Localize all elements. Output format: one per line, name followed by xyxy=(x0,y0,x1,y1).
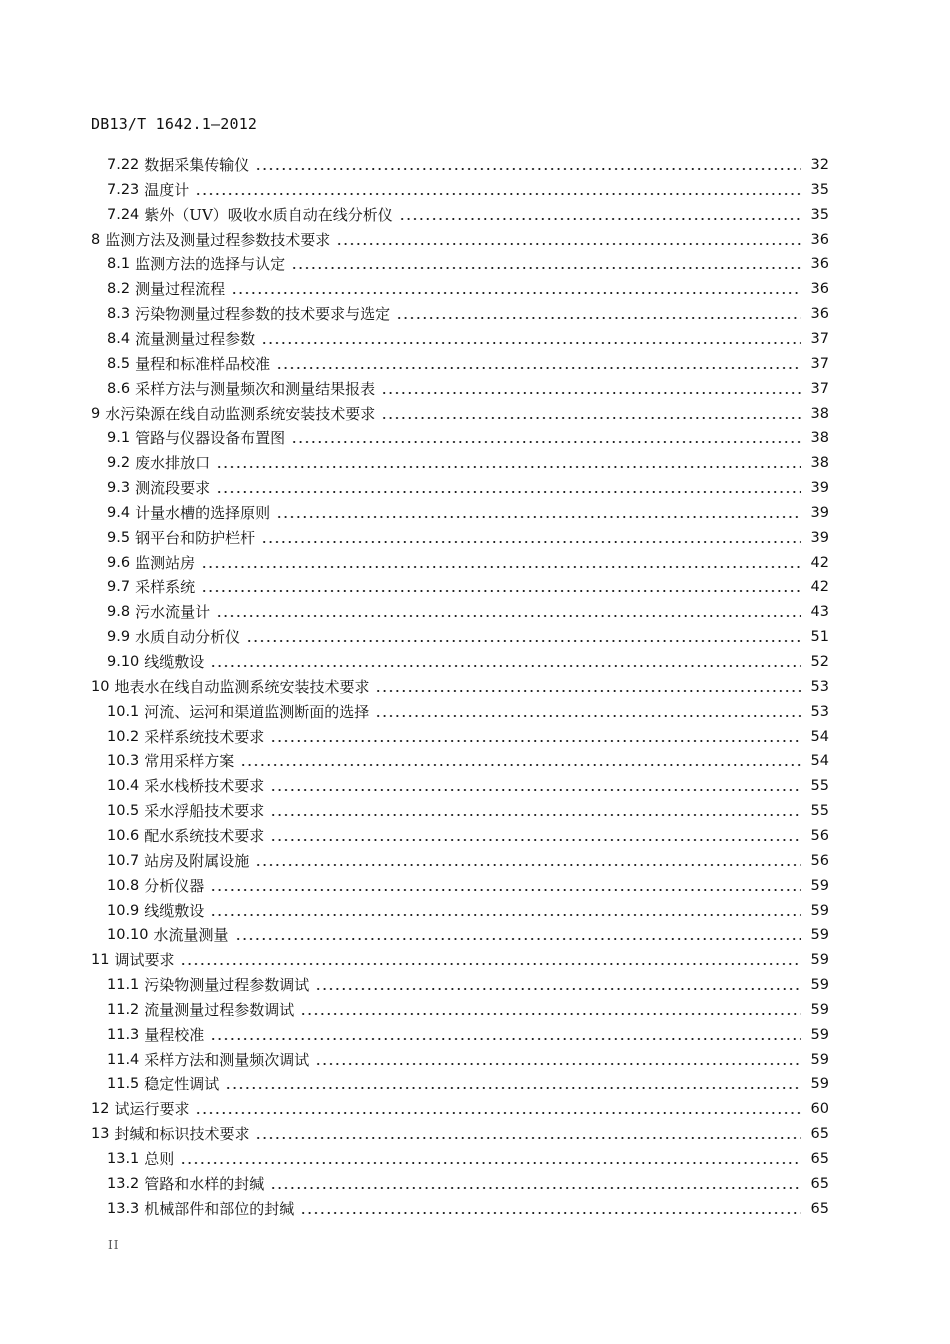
toc-entry-page: 59 xyxy=(810,1051,829,1068)
toc-entry[interactable] xyxy=(107,799,829,823)
toc-entry-title: 监测方法的选择与认定 xyxy=(135,255,286,274)
toc-entry-title: 试运行要求 xyxy=(114,1100,190,1119)
toc-entry-title: 污染物测量过程参数的技术要求与选定 xyxy=(135,305,391,324)
toc-entry-number: 8.5 xyxy=(107,355,131,372)
toc-entry[interactable] xyxy=(107,277,829,301)
toc-entry-page: 59 xyxy=(810,977,829,994)
toc-entry[interactable] xyxy=(107,1072,829,1096)
toc-entry-page: 60 xyxy=(810,1101,829,1118)
toc-dot-leader xyxy=(291,267,801,269)
toc-entry-number: 8.2 xyxy=(107,281,131,298)
toc-entry-number: 10.7 xyxy=(107,852,140,869)
toc-dot-leader xyxy=(276,367,801,369)
toc-entry-number: 9 xyxy=(91,405,101,422)
toc-entry-page: 36 xyxy=(810,231,829,248)
toc-dot-leader xyxy=(216,491,801,493)
toc-entry[interactable] xyxy=(107,824,829,848)
toc-dot-leader xyxy=(300,1013,801,1015)
toc-entry-number: 8.3 xyxy=(107,306,131,323)
toc-dot-leader xyxy=(231,292,801,294)
toc-entry-number: 10.9 xyxy=(107,902,140,919)
toc-entry[interactable] xyxy=(91,1122,829,1146)
toc-dot-leader xyxy=(270,814,801,816)
toc-entry-page: 39 xyxy=(810,480,829,497)
toc-entry-number: 8.6 xyxy=(107,380,131,397)
toc-entry-number: 13.2 xyxy=(107,1175,140,1192)
toc-entry[interactable] xyxy=(107,476,829,500)
toc-entry-title: 水污染源在线自动监测系统安装技术要求 xyxy=(105,404,376,423)
toc-entry-page: 65 xyxy=(810,1126,829,1143)
toc-entry-page: 43 xyxy=(810,604,829,621)
toc-entry-number: 11.2 xyxy=(107,1001,140,1018)
toc-dot-leader xyxy=(270,1187,801,1189)
toc-entry-title: 稳定性调试 xyxy=(144,1075,220,1094)
toc-dot-leader xyxy=(336,243,801,245)
toc-entry[interactable] xyxy=(107,1147,829,1171)
toc-entry-page: 53 xyxy=(810,678,829,695)
toc-entry-number: 13 xyxy=(91,1126,110,1143)
toc-entry[interactable] xyxy=(91,228,829,252)
toc-entry[interactable] xyxy=(107,1172,829,1196)
toc-dot-leader xyxy=(270,839,801,841)
toc-entry-page: 37 xyxy=(810,355,829,372)
toc-entry[interactable] xyxy=(107,352,829,376)
toc-entry-number: 9.8 xyxy=(107,604,131,621)
toc-entry-page: 35 xyxy=(810,181,829,198)
toc-entry-title: 线缆敷设 xyxy=(144,901,205,920)
toc-dot-leader xyxy=(201,590,801,592)
toc-entry-number: 9.3 xyxy=(107,480,131,497)
toc-entry-number: 11 xyxy=(91,952,110,969)
toc-entry[interactable] xyxy=(107,874,829,898)
toc-entry-title: 温度计 xyxy=(144,180,190,199)
toc-entry[interactable] xyxy=(107,501,829,525)
toc-entry-page: 56 xyxy=(810,827,829,844)
toc-dot-leader xyxy=(255,864,801,866)
toc-entry[interactable] xyxy=(107,1048,829,1072)
toc-entry-title: 水质自动分析仪 xyxy=(135,628,241,647)
toc-entry-number: 9.9 xyxy=(107,629,131,646)
toc-entry-title: 钢平台和防护栏杆 xyxy=(135,528,256,547)
toc-entry-title: 管路和水样的封缄 xyxy=(144,1174,265,1193)
toc-entry-number: 10.3 xyxy=(107,753,140,770)
toc-entry-title: 量程和标准样品校准 xyxy=(135,354,271,373)
toc-entry[interactable] xyxy=(107,575,829,599)
toc-entry-page: 55 xyxy=(810,778,829,795)
toc-entry-page: 59 xyxy=(810,1076,829,1093)
toc-entry[interactable] xyxy=(107,1197,829,1221)
toc-dot-leader xyxy=(225,1087,801,1089)
toc-entry-title: 采样方法与测量频次和测量结果报表 xyxy=(135,379,376,398)
toc-entry[interactable] xyxy=(107,203,829,227)
toc-entry-page: 38 xyxy=(810,455,829,472)
toc-entry-number: 11.5 xyxy=(107,1076,140,1093)
toc-entry[interactable] xyxy=(107,749,829,773)
toc-entry-title: 线缆敷设 xyxy=(144,653,205,671)
toc-entry[interactable] xyxy=(107,327,829,351)
toc-dot-leader xyxy=(276,516,801,518)
toc-entry-title: 测流段要求 xyxy=(135,479,211,498)
toc-entry-title: 采水浮船技术要求 xyxy=(144,802,265,821)
toc-entry-page: 55 xyxy=(810,803,829,820)
toc-entry[interactable] xyxy=(107,526,829,550)
toc-entry-number: 8.4 xyxy=(107,330,131,347)
toc-dot-leader xyxy=(375,690,801,692)
toc-dot-leader xyxy=(255,168,801,170)
toc-entry[interactable] xyxy=(107,973,829,997)
toc-dot-leader xyxy=(216,466,801,468)
toc-entry-page: 59 xyxy=(810,952,829,969)
toc-entry-page: 51 xyxy=(810,629,829,646)
toc-entry-title: 污染物测量过程参数调试 xyxy=(144,976,310,995)
toc-dot-leader xyxy=(210,665,801,667)
toc-entry-title: 配水系统技术要求 xyxy=(144,826,265,845)
toc-dot-leader xyxy=(291,441,801,443)
toc-entry[interactable] xyxy=(91,1097,829,1121)
toc-entry-title: 河流、运河和渠道监测断面的选择 xyxy=(144,702,370,721)
toc-dot-leader xyxy=(396,317,801,319)
toc-entry-page: 59 xyxy=(810,902,829,919)
toc-entry-title: 机械部件和部位的封缄 xyxy=(144,1199,295,1218)
toc-dot-leader xyxy=(195,193,801,195)
toc-entry-number: 9.5 xyxy=(107,529,131,546)
toc-entry-page: 36 xyxy=(810,256,829,273)
toc-entry-number: 11.1 xyxy=(107,977,140,994)
toc-entry-page: 32 xyxy=(810,157,829,173)
toc-entry-title: 监测站房 xyxy=(135,553,196,572)
toc-entry-page: 59 xyxy=(810,1026,829,1043)
toc-entry-page: 42 xyxy=(810,554,829,571)
toc-entry[interactable] xyxy=(107,650,829,674)
toc-entry-number: 10 xyxy=(91,678,110,695)
toc-entry-number: 13.3 xyxy=(107,1200,140,1217)
toc-entry-page: 39 xyxy=(810,504,829,521)
toc-dot-leader xyxy=(315,1063,801,1065)
toc-entry-page: 65 xyxy=(810,1175,829,1192)
toc-entry-number: 8 xyxy=(91,231,101,248)
toc-entry-page: 59 xyxy=(810,927,829,944)
toc-entry-number: 7.24 xyxy=(107,206,140,223)
toc-dot-leader xyxy=(399,218,801,220)
toc-entry-title: 调试要求 xyxy=(114,951,175,970)
toc-dot-leader xyxy=(261,541,801,543)
toc-dot-leader xyxy=(300,1212,801,1214)
toc-entry[interactable] xyxy=(107,252,829,276)
toc-entry[interactable] xyxy=(107,725,829,749)
toc-entry-number: 11.3 xyxy=(107,1026,140,1043)
toc-entry-number: 9.10 xyxy=(107,654,140,670)
toc-entry-page: 35 xyxy=(810,206,829,223)
toc-dot-leader xyxy=(195,1112,801,1114)
toc-dot-leader xyxy=(201,566,801,568)
toc-entry-page: 56 xyxy=(810,852,829,869)
toc-entry-number: 11.4 xyxy=(107,1051,140,1068)
toc-entry-title: 流量测量过程参数调试 xyxy=(144,1000,295,1019)
toc-entry[interactable] xyxy=(107,302,829,326)
toc-dot-leader xyxy=(270,740,801,742)
toc-dot-leader xyxy=(180,1162,801,1164)
toc-entry-page: 37 xyxy=(810,380,829,397)
toc-entry-title: 站房及附属设施 xyxy=(144,851,250,870)
toc-entry-number: 10.1 xyxy=(107,703,140,720)
toc-entry-page: 53 xyxy=(810,703,829,720)
toc-entry-number: 7.23 xyxy=(107,181,140,198)
toc-entry-title: 地表水在线自动监测系统安装技术要求 xyxy=(114,677,370,696)
toc-entry[interactable] xyxy=(107,551,829,575)
toc-entry-title: 封缄和标识技术要求 xyxy=(114,1125,250,1144)
toc-entry[interactable] xyxy=(107,377,829,401)
toc-entry-title: 采水栈桥技术要求 xyxy=(144,777,265,796)
toc-entry-number: 10.4 xyxy=(107,778,140,795)
toc-entry-page: 54 xyxy=(810,728,829,745)
toc-dot-leader xyxy=(261,342,801,344)
toc-entry-number: 7.22 xyxy=(107,157,140,173)
toc-entry-page: 39 xyxy=(810,529,829,546)
toc-entry-page: 52 xyxy=(810,654,829,670)
toc-entry[interactable] xyxy=(107,998,829,1022)
toc-entry-page: 38 xyxy=(810,430,829,447)
document-code-header: DB13/T 1642.1—2012 xyxy=(91,115,258,133)
toc-dot-leader xyxy=(240,764,801,766)
toc-entry-page: 65 xyxy=(810,1200,829,1217)
toc-dot-leader xyxy=(210,1038,801,1040)
toc-entry-page: 59 xyxy=(810,877,829,894)
toc-entry-number: 9.6 xyxy=(107,554,131,571)
toc-entry-number: 13.1 xyxy=(107,1151,140,1167)
toc-entry-title: 测量过程流程 xyxy=(135,280,226,299)
toc-entry-number: 9.4 xyxy=(107,504,131,521)
toc-entry-number: 10.10 xyxy=(107,927,149,944)
toc-entry-title: 流量测量过程参数 xyxy=(135,329,256,348)
toc-entry-page: 36 xyxy=(810,306,829,323)
toc-entry-number: 10.6 xyxy=(107,827,140,844)
toc-dot-leader xyxy=(210,914,801,916)
toc-dot-leader xyxy=(210,889,801,891)
toc-dot-leader xyxy=(381,417,801,419)
toc-entry[interactable] xyxy=(107,451,829,475)
toc-entry-title: 量程校准 xyxy=(144,1025,205,1044)
toc-entry-title: 管路与仪器设备布置图 xyxy=(135,429,286,448)
toc-entry[interactable] xyxy=(91,402,829,426)
toc-entry[interactable] xyxy=(107,849,829,873)
toc-entry-page: 54 xyxy=(810,753,829,770)
toc-entry-page: 38 xyxy=(810,405,829,422)
toc-entry-title: 采样系统 xyxy=(135,578,196,597)
toc-dot-leader xyxy=(270,789,801,791)
toc-entry[interactable] xyxy=(107,625,829,649)
toc-entry[interactable] xyxy=(107,153,829,177)
toc-entry[interactable] xyxy=(91,675,829,699)
toc-entry[interactable] xyxy=(91,948,829,972)
toc-entry-title: 采样系统技术要求 xyxy=(144,727,265,746)
toc-entry[interactable] xyxy=(107,426,829,450)
toc-dot-leader xyxy=(381,392,801,394)
toc-entry[interactable] xyxy=(107,774,829,798)
toc-dot-leader xyxy=(216,615,801,617)
toc-entry-number: 10.2 xyxy=(107,728,140,745)
toc-entry-title: 采样方法和测量频次调试 xyxy=(144,1050,310,1069)
toc-entry-number: 12 xyxy=(91,1101,110,1118)
toc-entry-number: 10.8 xyxy=(107,877,140,894)
toc-entry-number: 9.7 xyxy=(107,579,131,596)
toc-dot-leader xyxy=(180,963,801,965)
toc-entry[interactable] xyxy=(107,899,829,923)
toc-entry-number: 9.2 xyxy=(107,455,131,472)
toc-dot-leader xyxy=(315,988,801,990)
toc-entry-title: 总则 xyxy=(144,1150,175,1168)
toc-entry-title: 监测方法及测量过程参数技术要求 xyxy=(105,230,331,249)
toc-entry-page: 37 xyxy=(810,330,829,347)
toc-entry-title: 分析仪器 xyxy=(144,876,205,895)
toc-entry[interactable] xyxy=(107,600,829,624)
toc-entry[interactable] xyxy=(107,700,829,724)
toc-entry-title: 废水排放口 xyxy=(135,454,211,473)
toc-entry-number: 10.5 xyxy=(107,803,140,820)
toc-entry-title: 水流量测量 xyxy=(153,926,229,945)
toc-dot-leader xyxy=(255,1137,801,1139)
toc-entry[interactable] xyxy=(107,923,829,947)
toc-entry-page: 42 xyxy=(810,579,829,596)
toc-entry-title: 常用采样方案 xyxy=(144,752,235,771)
toc-entry-title: 紫外（UV）吸收水质自动在线分析仪 xyxy=(144,205,393,224)
toc-entry-page: 36 xyxy=(810,281,829,298)
toc-entry[interactable] xyxy=(107,1023,829,1047)
toc-entry-title: 数据采集传输仪 xyxy=(144,156,250,174)
toc-entry-title: 计量水槽的选择原则 xyxy=(135,503,271,522)
toc-entry-title: 污水流量计 xyxy=(135,603,211,622)
toc-entry-page: 65 xyxy=(810,1151,829,1167)
page-number-footer: II xyxy=(108,1238,120,1252)
toc-entry-number: 9.1 xyxy=(107,430,131,447)
toc-entry-page: 59 xyxy=(810,1001,829,1018)
toc-dot-leader xyxy=(246,640,801,642)
toc-entry[interactable] xyxy=(107,178,829,202)
toc-entry-number: 8.1 xyxy=(107,256,131,273)
toc-dot-leader xyxy=(375,715,801,717)
toc-dot-leader xyxy=(235,938,801,940)
